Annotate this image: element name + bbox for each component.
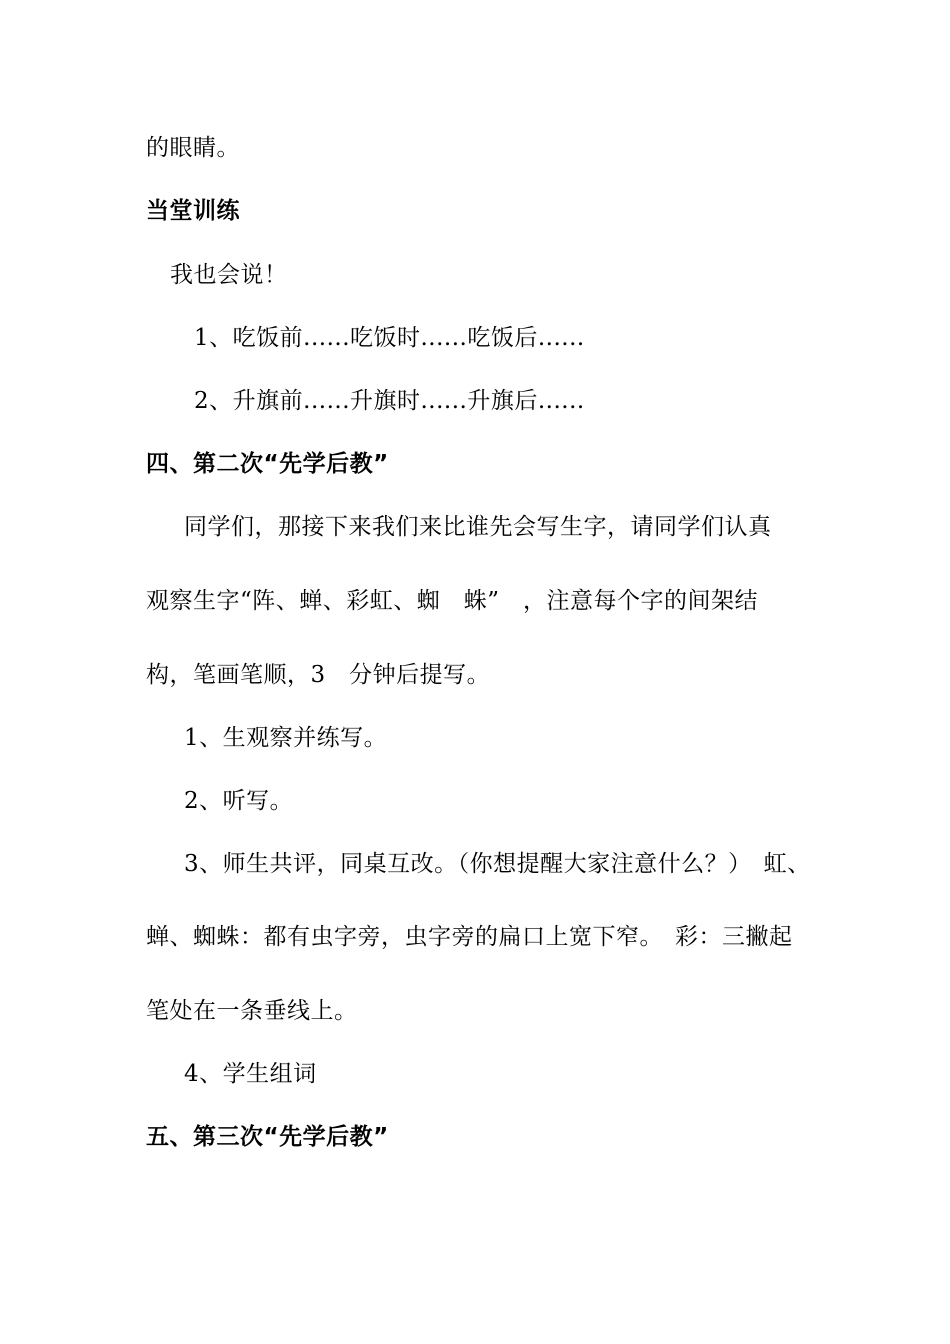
list-item-review-line-3: 笔处在一条垂线上。 bbox=[146, 998, 358, 1024]
list-item-review-line-1: 3、师生共评，同桌互改。（你想提醒大家注意什么？） 虹、 bbox=[184, 851, 811, 877]
list-item-word-forming: 4、学生组词 bbox=[184, 1061, 317, 1087]
paragraph-line-2: 观察生字“阵、蝉、彩虹、蜘 蛛” ，注意每个字的间架结 bbox=[146, 588, 759, 614]
list-item-dictation: 2、听写。 bbox=[184, 788, 294, 814]
list-item-flag: 2、升旗前......升旗时......升旗后...... bbox=[194, 388, 585, 414]
list-item-observe: 1、生观察并练写。 bbox=[184, 725, 388, 751]
heading-class-training: 当堂训练 bbox=[146, 198, 240, 224]
text-line-i-can-say: 我也会说！ bbox=[170, 262, 288, 288]
heading-section-four: 四、第二次“先学后教” bbox=[146, 451, 389, 477]
list-item-review-line-2: 蝉、蜘蛛：都有虫字旁，虫字旁的扁口上宽下窄。 彩：三撇起 bbox=[146, 924, 793, 950]
heading-section-five: 五、第三次“先学后教” bbox=[146, 1124, 389, 1150]
paragraph-line-1: 同学们，那接下来我们来比谁先会写生字，请同学们认真 bbox=[184, 514, 772, 540]
text-line-eyes: 的眼睛。 bbox=[146, 135, 240, 161]
list-item-meal: 1、吃饭前......吃饭时......吃饭后...... bbox=[194, 325, 585, 351]
paragraph-line-3: 构，笔画笔顺，3 分钟后提写。 bbox=[146, 662, 491, 688]
